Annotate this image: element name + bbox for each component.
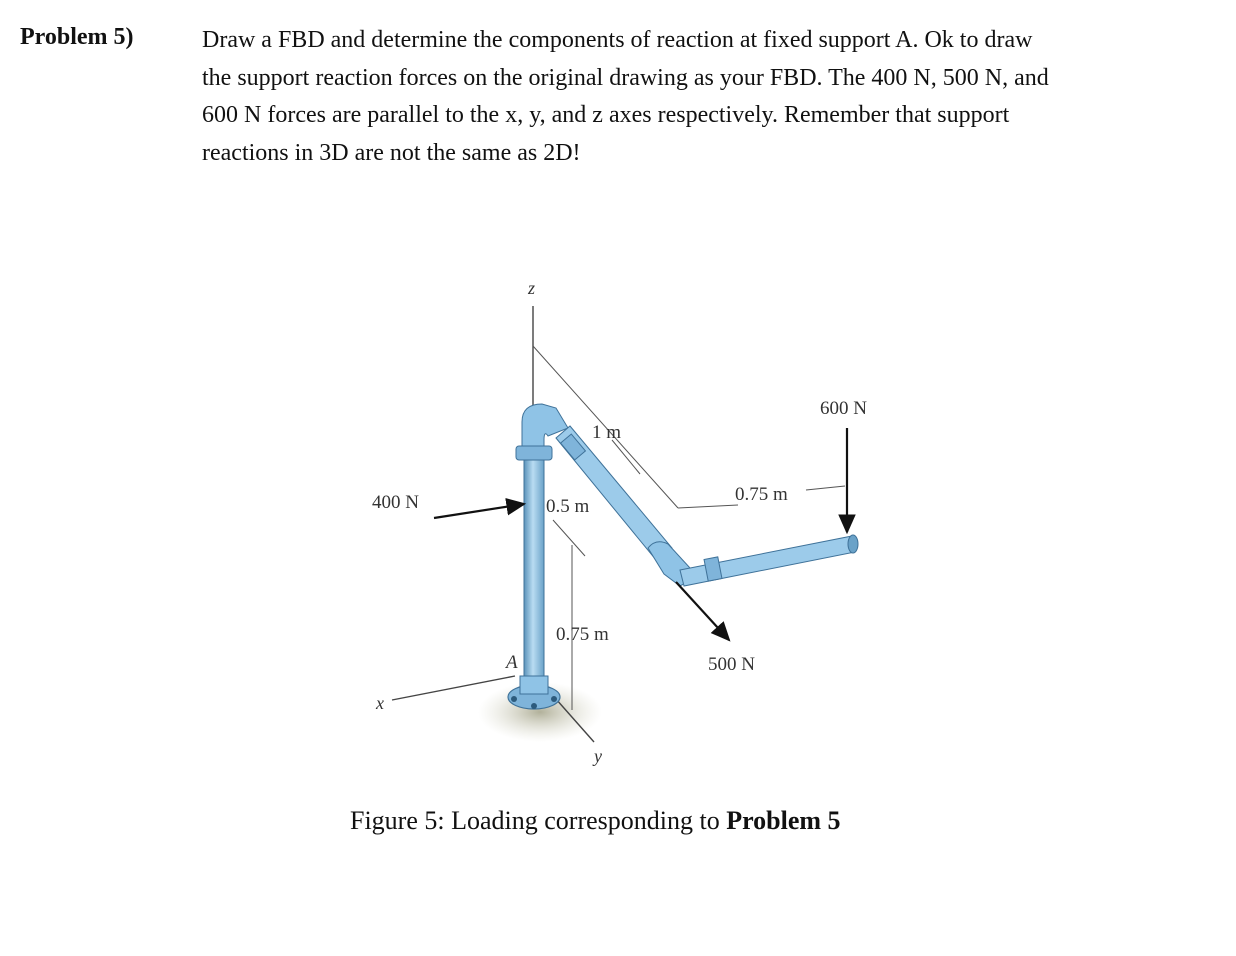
caption-prefix: Figure 5: Loading corresponding to xyxy=(350,806,727,835)
y-axis-label: y xyxy=(594,746,602,766)
statement-line: the support reaction forces on the original drawing as your FBD. The 400 N, 500 N, and xyxy=(202,64,1049,91)
upper-flange xyxy=(516,446,552,460)
force-500-arrow xyxy=(676,582,729,640)
dim-075-horiz-line xyxy=(678,505,738,508)
point-a-label: A xyxy=(506,652,518,673)
dim-075-vert-label: 0.75 m xyxy=(556,624,609,645)
z-axis-label: z xyxy=(528,278,536,298)
base-bolt xyxy=(531,703,537,709)
caption-bold: Problem 5 xyxy=(726,806,841,835)
vertical-pipe xyxy=(524,430,544,688)
dim-075-horiz-label: 0.75 m xyxy=(735,484,788,505)
base-bolt xyxy=(511,696,517,702)
statement-line: 600 N forces are parallel to the x, y, and z axes respectively. Remember that support xyxy=(202,102,1010,128)
dim-075-horiz-line-right xyxy=(806,486,845,490)
base-collar xyxy=(520,676,548,694)
force-400-label: 400 N xyxy=(372,492,419,513)
statement-line: Draw a FBD and determine the components of reaction at fixed support A. Ok to draw xyxy=(202,27,1033,53)
figure-caption xyxy=(350,806,841,836)
pipe-end-cap xyxy=(848,535,858,553)
problem-label: Problem 5) xyxy=(20,24,134,50)
dim-075-vert-ext xyxy=(553,520,585,556)
statement-line: reactions in 3D are not the same as 2D! xyxy=(202,139,581,166)
base-bolt xyxy=(551,696,557,702)
dim-05m-label: 0.5 m xyxy=(546,496,590,517)
force-400-arrow xyxy=(434,504,524,518)
force-500-label: 500 N xyxy=(708,654,755,675)
x-axis-label: x xyxy=(376,693,384,713)
dim-1m-label: 1 m xyxy=(592,422,622,443)
force-600-label: 600 N xyxy=(820,398,867,419)
dim-1m-tick xyxy=(612,440,640,474)
